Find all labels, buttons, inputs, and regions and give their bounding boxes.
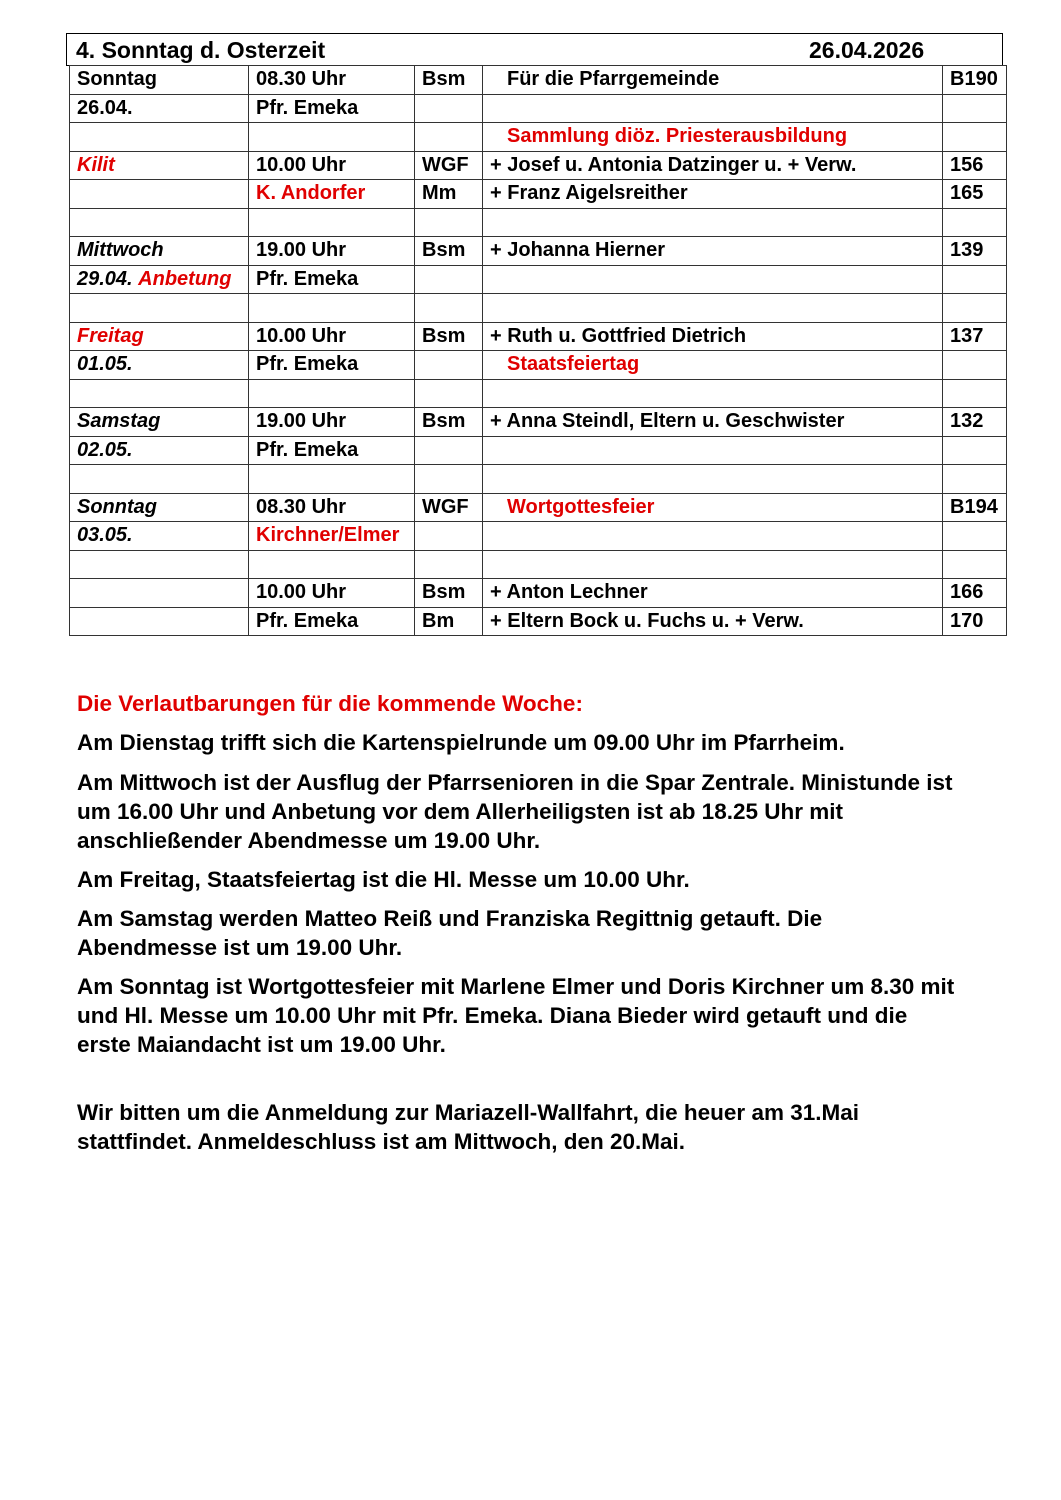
- cell-time: [249, 493, 415, 522]
- cell-number: [943, 436, 1007, 465]
- cell-text: Sammlung diöz. Priesterausbildung: [507, 125, 848, 148]
- cell-number: [943, 408, 1007, 437]
- cell-text: + Anna Steindl, Eltern u. Geschwister: [490, 410, 845, 433]
- cell-type: [415, 408, 483, 437]
- announcement-paragraph: Am Freitag, Staatsfeiertag ist die Hl. Messe um 10.00 Uhr.: [77, 867, 690, 892]
- cell-time: [249, 465, 415, 494]
- cell-number: [943, 322, 1007, 351]
- cell-type: [415, 436, 483, 465]
- cell-intention: [483, 322, 943, 351]
- cell-text: 139: [950, 239, 984, 262]
- cell-number: [943, 66, 1007, 95]
- cell-day: [70, 493, 249, 522]
- cell-day: [70, 322, 249, 351]
- cell-day: [70, 436, 249, 465]
- cell-text: 156: [950, 153, 984, 176]
- cell-text: Sonntag: [77, 495, 157, 518]
- cell-day: [70, 237, 249, 266]
- cell-text: 08.30 Uhr: [256, 495, 347, 518]
- table-row: [70, 465, 1007, 494]
- cell-intention: [483, 208, 943, 237]
- cell-number: [943, 151, 1007, 180]
- cell-intention: [483, 550, 943, 579]
- cell-type: [415, 94, 483, 123]
- cell-text: 01.05.: [77, 353, 133, 376]
- cell-text: Bsm: [422, 410, 466, 433]
- cell-text: Pfr. Emeka: [256, 353, 359, 376]
- cell-number: [943, 550, 1007, 579]
- cell-type: [415, 180, 483, 209]
- cell-day: [70, 208, 249, 237]
- cell-number: [943, 94, 1007, 123]
- cell-time: [249, 294, 415, 323]
- cell-text: 19.00 Uhr: [256, 239, 347, 262]
- cell-text: B194: [950, 495, 998, 518]
- table-row: [70, 351, 1007, 380]
- cell-note: Anbetung: [138, 267, 232, 290]
- table-row: [70, 379, 1007, 408]
- cell-text: 03.05.: [77, 524, 133, 547]
- cell-type: [415, 66, 483, 95]
- cell-day: [70, 66, 249, 95]
- cell-number: [943, 579, 1007, 608]
- cell-text: + Franz Aigelsreither: [490, 182, 688, 205]
- table-row: [70, 237, 1007, 266]
- cell-number: [943, 493, 1007, 522]
- cell-text: 132: [950, 410, 984, 433]
- cell-time: [249, 607, 415, 636]
- announcement-paragraph: Am Dienstag trifft sich die Kartenspielrunde um 09.00 Uhr im Pfarrheim.: [77, 730, 845, 755]
- cell-time: [249, 436, 415, 465]
- cell-intention: [483, 123, 943, 152]
- cell-text: WGF: [422, 153, 469, 176]
- cell-intention: [483, 151, 943, 180]
- announcement-paragraph: Am Mittwoch ist der Ausflug der Pfarrsenioren in die Spar Zentrale. Ministunde ist um 16.00 Uhr und Anbetung vor dem Allerheiligsten ist ab 18.25 Uhr mit anschließender Abendmesse um 19.00 Uhr.: [77, 770, 953, 853]
- cell-text: 10.00 Uhr: [256, 581, 347, 604]
- table-row: [70, 151, 1007, 180]
- table-row: [70, 322, 1007, 351]
- cell-text: + Josef u. Antonia Datzinger u. + Verw.: [490, 153, 857, 176]
- cell-text: 166: [950, 581, 984, 604]
- cell-number: [943, 294, 1007, 323]
- cell-text: Pfr. Emeka: [256, 267, 359, 290]
- table-row: [70, 607, 1007, 636]
- cell-text: Für die Pfarrgemeinde: [507, 68, 720, 91]
- cell-text: Sonntag: [77, 68, 157, 91]
- cell-text: 10.00 Uhr: [256, 153, 347, 176]
- table-row: [70, 123, 1007, 152]
- cell-day: [70, 151, 249, 180]
- cell-number: [943, 351, 1007, 380]
- cell-time: [249, 579, 415, 608]
- cell-text: 170: [950, 609, 984, 632]
- announcements-heading: Die Verlautbarungen für die kommende Woche:: [77, 691, 583, 716]
- cell-time: [249, 550, 415, 579]
- cell-time: [249, 265, 415, 294]
- cell-text: Staatsfeiertag: [507, 353, 640, 376]
- cell-intention: [483, 379, 943, 408]
- cell-day: [70, 265, 249, 294]
- cell-text: K. Andorfer: [256, 182, 366, 205]
- cell-type: [415, 151, 483, 180]
- page-date: 26.04.2026: [809, 37, 925, 63]
- cell-text: 29.04.: [77, 267, 133, 290]
- cell-type: [415, 579, 483, 608]
- cell-text: 02.05.: [77, 438, 133, 461]
- cell-text: + Ruth u. Gottfried Dietrich: [490, 324, 747, 347]
- cell-intention: [483, 579, 943, 608]
- cell-intention: [483, 607, 943, 636]
- cell-type: [415, 123, 483, 152]
- cell-intention: [483, 180, 943, 209]
- cell-day: [70, 294, 249, 323]
- table-row: [70, 408, 1007, 437]
- cell-number: [943, 379, 1007, 408]
- cell-time: [249, 151, 415, 180]
- cell-intention: [483, 294, 943, 323]
- cell-text: 08.30 Uhr: [256, 68, 347, 91]
- cell-text: WGF: [422, 495, 469, 518]
- table-row: [70, 522, 1007, 551]
- cell-intention: [483, 351, 943, 380]
- cell-text: + Eltern Bock u. Fuchs u. + Verw.: [490, 609, 804, 632]
- cell-type: [415, 208, 483, 237]
- cell-day: [70, 522, 249, 551]
- cell-text: Bsm: [422, 324, 466, 347]
- table-row: [70, 66, 1007, 95]
- cell-text: Pfr. Emeka: [256, 609, 359, 632]
- announcement-paragraph: Am Samstag werden Matteo Reiß und Franziska Regittnig getauft. Die Abendmesse ist um 19.00 Uhr.: [77, 906, 823, 960]
- cell-type: [415, 522, 483, 551]
- mass-schedule-table: [69, 65, 1007, 636]
- cell-time: [249, 522, 415, 551]
- cell-time: [249, 351, 415, 380]
- cell-text: Wortgottesfeier: [507, 495, 655, 518]
- cell-text: 26.04.: [77, 96, 133, 119]
- table-row: [70, 436, 1007, 465]
- cell-intention: [483, 465, 943, 494]
- cell-time: [249, 123, 415, 152]
- cell-number: [943, 123, 1007, 152]
- cell-text: Mm: [422, 182, 457, 205]
- table-row: [70, 550, 1007, 579]
- table-row: [70, 294, 1007, 323]
- cell-day: [70, 180, 249, 209]
- cell-intention: [483, 408, 943, 437]
- cell-text: Pfr. Emeka: [256, 96, 359, 119]
- table-row: [70, 94, 1007, 123]
- cell-text: Bsm: [422, 239, 466, 262]
- cell-number: [943, 180, 1007, 209]
- cell-number: [943, 607, 1007, 636]
- cell-intention: [483, 94, 943, 123]
- cell-text: Mittwoch: [77, 239, 164, 262]
- cell-number: [943, 265, 1007, 294]
- table-row: [70, 265, 1007, 294]
- cell-intention: [483, 237, 943, 266]
- cell-text: + Anton Lechner: [490, 581, 648, 604]
- cell-text: Bsm: [422, 581, 466, 604]
- cell-type: [415, 465, 483, 494]
- cell-text: Bsm: [422, 68, 466, 91]
- cell-number: [943, 465, 1007, 494]
- table-row: [70, 180, 1007, 209]
- cell-text: + Johanna Hierner: [490, 239, 666, 262]
- announcement-paragraph: Wir bitten um die Anmeldung zur Mariazell-Wallfahrt, die heuer am 31.Mai stattfindet. Anmeldeschluss ist am Mittwoch, den 20.Mai.: [77, 1100, 859, 1154]
- cell-intention: [483, 265, 943, 294]
- table-row: [70, 579, 1007, 608]
- cell-text: Kirchner/Elmer: [256, 524, 400, 547]
- page-title: 4. Sonntag d. Osterzeit: [76, 37, 326, 63]
- cell-text: 165: [950, 182, 984, 205]
- cell-intention: [483, 493, 943, 522]
- cell-type: [415, 351, 483, 380]
- cell-day: [70, 579, 249, 608]
- cell-number: [943, 522, 1007, 551]
- cell-text: Pfr. Emeka: [256, 438, 359, 461]
- announcement-paragraph: Am Sonntag ist Wortgottesfeier mit Marlene Elmer und Doris Kirchner um 8.30 mit und Hl. Messe um 10.00 Uhr mit Pfr. Emeka. Diana Bieder wird getauft und die erste Maiandacht ist um 19.00 Uhr.: [77, 974, 955, 1057]
- cell-text: 137: [950, 324, 984, 347]
- cell-time: [249, 379, 415, 408]
- cell-day: [70, 550, 249, 579]
- table-row: [70, 493, 1007, 522]
- cell-day: [70, 379, 249, 408]
- cell-intention: [483, 522, 943, 551]
- title-box: [66, 33, 1003, 66]
- cell-type: [415, 322, 483, 351]
- cell-intention: [483, 66, 943, 95]
- cell-time: [249, 94, 415, 123]
- cell-time: [249, 66, 415, 95]
- cell-time: [249, 322, 415, 351]
- table-row: [70, 208, 1007, 237]
- cell-text: B190: [950, 68, 998, 91]
- cell-day: [70, 465, 249, 494]
- cell-day: [70, 351, 249, 380]
- cell-type: [415, 265, 483, 294]
- cell-type: [415, 294, 483, 323]
- cell-day: [70, 123, 249, 152]
- cell-text: 10.00 Uhr: [256, 324, 347, 347]
- cell-type: [415, 379, 483, 408]
- cell-type: [415, 493, 483, 522]
- cell-text: 19.00 Uhr: [256, 410, 347, 433]
- cell-time: [249, 208, 415, 237]
- cell-day: [70, 94, 249, 123]
- cell-day: [70, 408, 249, 437]
- cell-type: [415, 237, 483, 266]
- cell-intention: [483, 436, 943, 465]
- cell-time: [249, 408, 415, 437]
- cell-number: [943, 208, 1007, 237]
- cell-text: Freitag: [77, 324, 144, 347]
- cell-text: Bm: [422, 609, 455, 632]
- cell-type: [415, 607, 483, 636]
- cell-number: [943, 237, 1007, 266]
- cell-text: Kilit: [77, 153, 115, 176]
- cell-type: [415, 550, 483, 579]
- cell-day: [70, 607, 249, 636]
- cell-time: [249, 180, 415, 209]
- cell-time: [249, 237, 415, 266]
- cell-text: Samstag: [77, 410, 161, 433]
